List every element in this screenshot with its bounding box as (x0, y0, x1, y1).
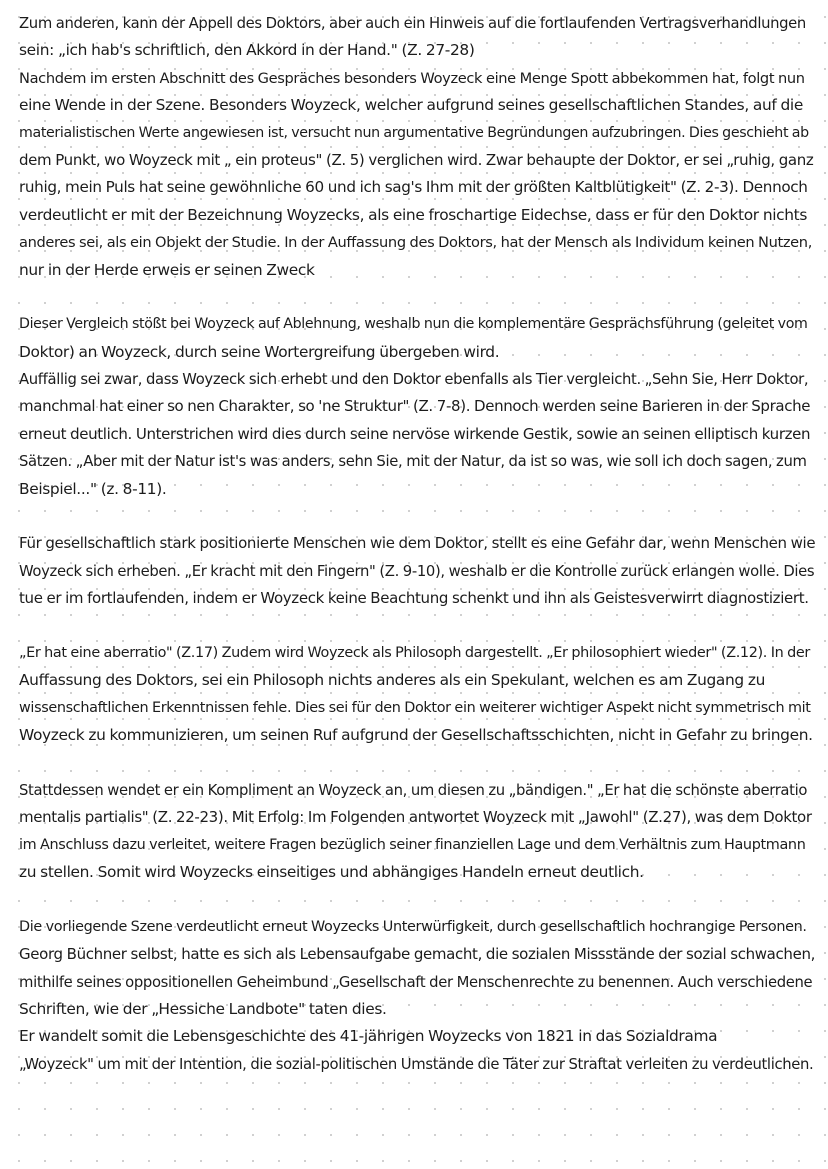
text-line: Zum anderen, kann der Appell des Doktors, aber auch ein Hinweis auf die fortlaufenden Vertragsverhandlungen (19, 15, 806, 32)
text-line: Er wandelt somit die Lebensgeschichte des 41-jährigen Woyzecks von 1821 in das Sozialdrama (19, 1027, 718, 1046)
paragraph-4 (19, 640, 815, 750)
text-line: anderes sei, als ein Objekt der Studie. In der Auffassung des Doktors, hat der Mensch als Individum keinen Nutzen, (19, 234, 812, 252)
text-line: „Woyzeck" um mit der Intention, die sozial-politischen Umstände die Täter zur Straftat verleiten zu verdeutlichen. (19, 1055, 814, 1073)
paragraph-2 (19, 311, 815, 503)
text-line: wissenschaftlichen Erkenntnissen fehle. Dies sei für den Doktor ein weiterer wichtiger Aspekt nicht symmetrisch mit (19, 699, 811, 716)
handwritten-page (19, 10, 815, 1078)
paragraph-spacer (19, 284, 815, 311)
text-line: Nachdem im ersten Abschnitt des Gespräches besonders Woyzeck eine Menge Spott abbekommen hat, folgt nun (19, 69, 805, 87)
text-line: mentalis partialis" (Z. 22-23). Mit Erfolg: Im Folgenden antwortet Woyzeck mit „Jawohl" (Z.27), was dem Doktor (19, 808, 812, 827)
text-line: Auffassung des Doktors, sei ein Philosoph nichts anderes als ein Spekulant, welchen es am Zugang zu (19, 671, 766, 690)
text-line: manchmal hat einer so nen Charakter, so 'ne Struktur" (Z. 7-8). Dennoch werden seine Barieren in der Sprache (19, 397, 811, 416)
text-line: Auffällig sei zwar, dass Woyzeck sich erhebt und den Doktor ebenfalls als Tier vergleicht. „Sehn Sie, Herr Doktor, (19, 371, 809, 389)
text-line: Dieser Vergleich stößt bei Woyzeck auf Ablehnung, weshalb nun die komplementäre Gesprächsführung (geleitet vom (19, 316, 808, 333)
paragraph-6 (19, 914, 815, 1078)
paragraph-spacer (19, 887, 815, 914)
text-line: sein: „ich hab's schriftlich, den Akkord in der Hand." (Z. 27-28) (19, 41, 475, 60)
text-line: Beispiel..." (z. 8-11). (19, 479, 167, 498)
text-line: erneut deutlich. Unterstrichen wird dies durch seine nervöse wirkende Gestik, sowie an seinen elliptisch kurzen (19, 424, 811, 443)
text-line: Woyzeck sich erheben. „Er kracht mit den Fingern" (Z. 9-10), weshalb er die Kontrolle zurück erlangen wolle. Dies (19, 562, 815, 580)
text-line: verdeutlicht er mit der Bezeichnung Woyzecks, als eine froschartige Eidechse, dass er für den Doktor nichts (19, 205, 808, 224)
text-line: Sätzen. „Aber mit der Natur ist's was anders, sehn Sie, mit der Natur, da ist so was, wie soll ich doch sagen, zum (19, 453, 807, 471)
text-line: im Anschluss dazu verleitet, weitere Fragen bezüglich seiner finanziellen Lage und dem Verhältnis zum Hauptmann (19, 836, 806, 853)
paragraph-spacer (19, 750, 815, 777)
text-line: mithilfe seines oppositionellen Geheimbund „Gesellschaft der Menschenrechte zu benennen. Auch verschiedene (19, 973, 813, 991)
text-line: eine Wende in der Szene. Besonders Woyzeck, welcher aufgrund seines gesellschaftlichen Standes, auf die (19, 96, 803, 115)
paragraph-3 (19, 530, 815, 612)
paragraph-spacer (19, 613, 815, 640)
text-line: Für gesellschaftlich stark positionierte Menschen wie dem Doktor, stellt es eine Gefahr dar, wenn Menschen wie (19, 534, 816, 553)
text-line: Georg Büchner selbst, hatte es sich als Lebensaufgabe gemacht, die sozialen Missstände der sozial schwachen, (19, 945, 816, 964)
text-line: Doktor) an Woyzeck, durch seine Wortergreifung übergeben wird. (19, 342, 500, 361)
text-line: materialistischen Werte angewiesen ist, versucht nun argumentative Begründungen aufzubringen. Dies geschieht ab (19, 124, 809, 141)
text-line: tue er im fortlaufenden, indem er Woyzeck keine Beachtung schenkt und ihn als Geistesverwirrt diagnostiziert. (19, 589, 809, 608)
paragraph-spacer (19, 503, 815, 530)
text-line: „Er hat eine aberratio" (Z.17) Zudem wird Woyzeck als Philosoph dargestellt. „Er philosophiert wieder" (Z.12). In der (19, 644, 810, 661)
text-line: Woyzeck zu kommunizieren, um seinen Ruf aufgrund der Gesellschaftsschichten, nicht in Gefahr zu bringen. (19, 726, 813, 745)
text-line: Die vorliegende Szene verdeutlicht erneut Woyzecks Unterwürfigkeit, durch gesellschaftlich hochrangige Personen. (19, 918, 807, 935)
paragraph-1 (19, 10, 815, 284)
paragraph-5 (19, 777, 815, 887)
text-line: nur in der Herde erweis er seinen Zweck (19, 260, 315, 279)
text-line: Schriften, wie der „Hessiche Landbote" taten dies. (19, 1000, 387, 1019)
text-line: Stattdessen wendet er ein Kompliment an Woyzeck an, um diesen zu „bändigen." „Er hat die schönste aberratio (19, 781, 808, 799)
text-line: zu stellen. Somit wird Woyzecks einseitiges und abhängiges Handeln erneut deutlich. (19, 863, 644, 882)
text-line: ruhig, mein Puls hat seine gewöhnliche 60 und ich sag's Ihm mit der größten Kaltblütigkeit" (Z. 2-3). Dennoch (19, 178, 808, 197)
text-line: dem Punkt, wo Woyzeck mit „ ein proteus" (Z. 5) verglichen wird. Zwar behaupte der Doktor, er sei „ruhig, ganz (19, 150, 814, 169)
